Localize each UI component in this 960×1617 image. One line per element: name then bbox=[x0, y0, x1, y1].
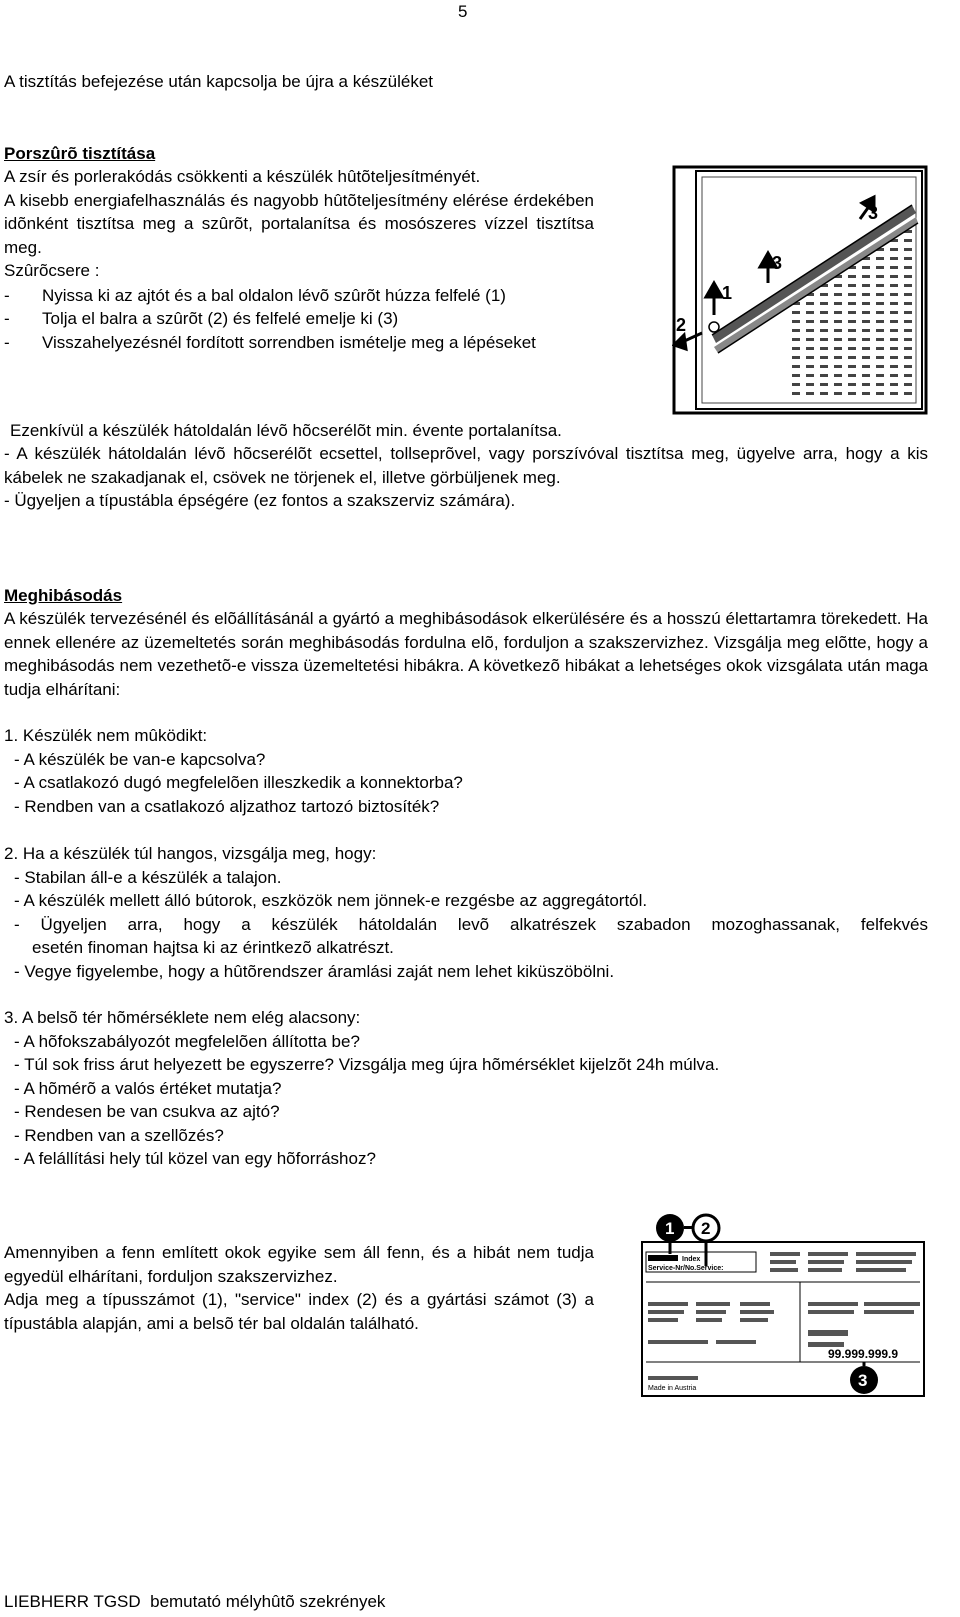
condenser-note: Ezenkívül a készülék hátoldalán lévõ hõcserélõt min. évente portalanítsa. bbox=[10, 421, 562, 440]
vent-slot bbox=[890, 293, 898, 296]
vent-slot bbox=[904, 320, 912, 323]
vent-slot bbox=[890, 392, 898, 395]
vent-slot bbox=[904, 266, 912, 269]
vent-slot bbox=[862, 293, 870, 296]
vent-slot bbox=[792, 356, 800, 359]
vent-slot bbox=[862, 320, 870, 323]
vent-slot bbox=[848, 284, 856, 287]
vent-slot bbox=[890, 284, 898, 287]
vent-slot bbox=[848, 374, 856, 377]
plate-badge-1: 1 bbox=[665, 1219, 675, 1238]
vent-slot bbox=[904, 383, 912, 386]
vent-slot bbox=[806, 374, 814, 377]
plate-badge-3: 3 bbox=[858, 1371, 868, 1390]
vent-slot bbox=[890, 302, 898, 305]
fault-group-3-item-3: - A hõmérõ a valós értéket mutatja? bbox=[14, 1078, 282, 1098]
vent-slot bbox=[890, 356, 898, 359]
fault-group-2-item-3: - Ügyeljen arra, hogy a készülék hátoldalán levõ alkatrészek szabadon mozoghassanak, felfekvés bbox=[14, 914, 928, 934]
vent-slot bbox=[820, 302, 828, 305]
vent-slot bbox=[834, 284, 842, 287]
cleaning-extra bbox=[4, 442, 928, 513]
vent-slot bbox=[876, 356, 884, 359]
vent-slot bbox=[820, 329, 828, 332]
vent-slot bbox=[904, 302, 912, 305]
vent-slot bbox=[904, 374, 912, 377]
vent-slot bbox=[792, 311, 800, 314]
vent-slot bbox=[904, 284, 912, 287]
vent-slot bbox=[862, 392, 870, 395]
vent-slot bbox=[834, 365, 842, 368]
vent-slot bbox=[876, 383, 884, 386]
vent-slot bbox=[792, 320, 800, 323]
vent-slot bbox=[806, 329, 814, 332]
page-number: 5 bbox=[458, 2, 468, 21]
vent-slot bbox=[806, 311, 814, 314]
plate-badge-2: 2 bbox=[701, 1219, 711, 1238]
fault-group-3-item-6: - A felállítási hely túl közel van egy hõforráshoz? bbox=[14, 1149, 376, 1168]
vent-slot bbox=[862, 284, 870, 287]
vent-slot bbox=[848, 302, 856, 305]
vent-slot bbox=[876, 266, 884, 269]
vent-slot bbox=[806, 383, 814, 386]
dust-filter-heading: Porszûrõ tisztítása bbox=[4, 144, 156, 163]
type-plate-diagram bbox=[640, 1212, 928, 1400]
fault-group-2-item-1: - Stabilan áll-e a készülék a talajon. bbox=[14, 867, 282, 887]
fault-group-1-item-3: - Rendben van a csatlakozó aljzathoz tartozó biztosíték? bbox=[14, 796, 440, 816]
fault-heading: Meghibásodás bbox=[4, 586, 123, 605]
dust-filter-intro-1: A zsír és porlerakódás csökkenti a készülék hûtõteljesítményét. bbox=[4, 167, 481, 186]
vent-slot bbox=[848, 392, 856, 395]
vent-slot bbox=[890, 347, 898, 350]
filter-step-3-text: Visszahelyezésnél fordított sorrendben ismételje meg a lépéseket bbox=[42, 332, 536, 352]
vent-slot bbox=[806, 302, 814, 305]
service-text-2: Adja meg a típusszámot (1), "service" index (2) és a gyártási számot (3) a típustábla alapján, ami a belsõ tér bal oldalán található. bbox=[4, 1290, 594, 1333]
vent-slot bbox=[862, 311, 870, 314]
page-footer: LIEBHERR TGSD bemutató mélyhûtõ szekrények bbox=[4, 1592, 386, 1611]
vent-slot bbox=[820, 293, 828, 296]
fault-group-2 bbox=[4, 842, 928, 983]
vent-slot bbox=[904, 239, 912, 242]
vent-slot bbox=[834, 329, 842, 332]
vent-slot bbox=[890, 383, 898, 386]
vent-slot bbox=[876, 374, 884, 377]
fault-group-3-item-2: - Túl sok friss árut helyezett be egyszerre? Vizsgálja meg újra hõmérséklet kijelzõt 24h múlva. bbox=[14, 1055, 720, 1074]
vent-slot bbox=[834, 383, 842, 386]
vent-slot bbox=[876, 302, 884, 305]
vent-slot bbox=[904, 347, 912, 350]
vent-slot bbox=[806, 392, 814, 395]
vent-slot bbox=[848, 338, 856, 341]
vent-slot bbox=[862, 374, 870, 377]
fault-group-3-title: 3. A belsõ tér hõmérséklete nem elég alacsony: bbox=[4, 1008, 361, 1027]
vent-slot bbox=[862, 383, 870, 386]
vent-slot bbox=[904, 356, 912, 359]
fault-group-3-item-5: - Rendben van a szellõzés? bbox=[14, 1125, 224, 1145]
vent-slot bbox=[904, 311, 912, 314]
dust-filter-intro-2: A kisebb energiafelhasználás és nagyobb hûtõteljesítmény elérése érdekében idõnként tisztítsa meg a szûrõt, portalanítsa és mosószeres vízzel tisztítsa meg. bbox=[4, 190, 594, 257]
fault-group-2-item-2: - A készülék mellett álló bútorok, eszközök nem jönnek-e rezgésbe az aggregátortól. bbox=[14, 891, 648, 910]
vent-slot bbox=[792, 365, 800, 368]
vent-slot bbox=[904, 392, 912, 395]
filter-step-2: - Tolja el balra a szûrõt (2) és felfelé emelje ki (3) bbox=[4, 307, 594, 331]
vent-slot bbox=[834, 311, 842, 314]
vent-slot bbox=[792, 338, 800, 341]
vent-slot bbox=[876, 293, 884, 296]
fault-group-1-item-1: - A készülék be van-e kapcsolva? bbox=[14, 749, 266, 769]
vent-slot bbox=[834, 392, 842, 395]
vent-slot bbox=[848, 347, 856, 350]
plate-serial: 99.999.999.9 bbox=[828, 1347, 899, 1361]
vent-slot bbox=[890, 320, 898, 323]
vent-slot bbox=[792, 347, 800, 350]
vent-slot bbox=[904, 338, 912, 341]
vent-slot bbox=[862, 275, 870, 278]
vent-slot bbox=[848, 365, 856, 368]
filter-label-3a: 3 bbox=[772, 253, 783, 273]
plate-footer: Made in Austria bbox=[648, 1385, 697, 1392]
vent-slot bbox=[862, 356, 870, 359]
filter-step-1: - Nyissa ki az ajtót és a bal oldalon lévõ szûrõt húzza felfelé (1) bbox=[4, 284, 594, 308]
fault-group-1-title: 1. Készülék nem mûködikt: bbox=[4, 726, 208, 745]
vent-slot bbox=[834, 347, 842, 350]
vent-slot bbox=[904, 329, 912, 332]
fault-group-1-item-2: - A csatlakozó dugó megfelelõen illeszkedik a konnektorba? bbox=[14, 773, 463, 792]
vent-slot bbox=[862, 338, 870, 341]
vent-slot bbox=[820, 365, 828, 368]
vent-slot bbox=[820, 356, 828, 359]
vent-slot bbox=[848, 383, 856, 386]
vent-slot bbox=[890, 275, 898, 278]
filter-label-2: 2 bbox=[676, 315, 687, 335]
filter-illustration bbox=[672, 165, 928, 415]
vent-slot bbox=[876, 329, 884, 332]
vent-slot bbox=[862, 266, 870, 269]
filter-step-2-text: Tolja el balra a szûrõt (2) és felfelé emelje ki (3) bbox=[42, 309, 399, 328]
vent-slot bbox=[848, 293, 856, 296]
vent-slot bbox=[904, 257, 912, 260]
vent-slot bbox=[848, 311, 856, 314]
vent-slot bbox=[792, 392, 800, 395]
filter-label-1: 1 bbox=[722, 283, 733, 303]
fault-group-1 bbox=[4, 724, 928, 818]
filter-step-3: - Visszahelyezésnél fordított sorrendben ismételje meg a lépéseket bbox=[4, 331, 594, 355]
fault-intro: A készülék tervezésénél és elõállításánál a gyártó a meghibásodások elkerülésére és a hosszú élettartamra törekedett. Ha ennek ellenére az üzemeltetés során meghibásodás fordulna elõ, forduljon a szakszervizhez. Vizsgálja meg elõtte, hogy a meghibásodás nem vezethetõ-e vissza üzemeltetési hibákra. A következõ hibákat a lehetséges okok vizsgálata után maga tudja elhárítani: bbox=[4, 609, 928, 699]
vent-slot bbox=[792, 374, 800, 377]
filter-label-3b: 3 bbox=[868, 203, 879, 223]
vent-slot bbox=[820, 347, 828, 350]
vent-slot bbox=[862, 347, 870, 350]
vent-slot bbox=[890, 365, 898, 368]
vent-slot bbox=[820, 374, 828, 377]
vent-slot bbox=[806, 365, 814, 368]
vent-slot bbox=[876, 320, 884, 323]
vent-slot bbox=[876, 338, 884, 341]
vent-slot bbox=[876, 257, 884, 260]
dust-filter-text bbox=[4, 165, 594, 354]
vent-slot bbox=[876, 347, 884, 350]
cleaning-extra-1: - A készülék hátoldalán lévõ hõcserélõt ecsettel, tollseprõvel, vagy porszívóval tisztítsa meg, ügyelve arra, hogy a kis kábelek ne szakadjanak el, csövek ne törjenek el, illetve görbüljenek meg. bbox=[4, 444, 928, 487]
fault-group-2-item-3-cont: esetén finoman hajtsa ki az érintkezõ alkatrészt. bbox=[32, 938, 394, 957]
fault-group-2-item-4: - Vegye figyelembe, hogy a hûtõrendszer áramlási zaját nem lehet kiküszöbölni. bbox=[14, 961, 615, 981]
vent-slot bbox=[890, 257, 898, 260]
vent-slot bbox=[834, 302, 842, 305]
vent-slot bbox=[876, 311, 884, 314]
vent-slot bbox=[904, 275, 912, 278]
vent-slot bbox=[848, 320, 856, 323]
type-plate-illustration bbox=[640, 1212, 928, 1400]
vent-slot bbox=[862, 302, 870, 305]
vent-slot bbox=[904, 293, 912, 296]
fault-group-3 bbox=[4, 1006, 928, 1171]
cleaning-extra-2: - Ügyeljen a típustábla épségére (ez fontos a szakszerviz számára). bbox=[4, 491, 516, 510]
vent-slot bbox=[890, 374, 898, 377]
vent-slot bbox=[806, 347, 814, 350]
filter-step-1-text: Nyissa ki az ajtót és a bal oldalon lévõ szûrõt húzza felfelé (1) bbox=[42, 285, 506, 305]
vent-slot bbox=[820, 392, 828, 395]
vent-slot bbox=[890, 311, 898, 314]
service-text bbox=[4, 1241, 594, 1335]
filter-diagram bbox=[672, 165, 928, 415]
vent-slot bbox=[862, 365, 870, 368]
vent-slot bbox=[806, 338, 814, 341]
vent-slot bbox=[876, 365, 884, 368]
vent-slot bbox=[806, 356, 814, 359]
fault-group-3-item-1: - A hõfokszabályozót megfelelõen állította be? bbox=[14, 1031, 360, 1051]
vent-slot bbox=[834, 320, 842, 323]
vent-slot bbox=[890, 338, 898, 341]
vent-slot bbox=[820, 383, 828, 386]
vent-slot bbox=[876, 392, 884, 395]
vent-slot bbox=[792, 329, 800, 332]
vent-slot bbox=[890, 266, 898, 269]
vent-slot bbox=[834, 356, 842, 359]
vent-slot bbox=[848, 356, 856, 359]
vent-slot bbox=[820, 338, 828, 341]
restart-note: A tisztítás befejezése után kapcsolja be újra a készüléket bbox=[4, 72, 434, 91]
vent-slot bbox=[876, 275, 884, 278]
vent-slot bbox=[904, 365, 912, 368]
vent-slot bbox=[890, 329, 898, 332]
service-text-1: Amennyiben a fenn említett okok egyike sem áll fenn, és a hibát nem tudja egyedül elhárítani, forduljon szakszervizhez. bbox=[4, 1243, 594, 1286]
plate-index-label: Index bbox=[682, 1256, 701, 1263]
vent-slot bbox=[848, 275, 856, 278]
vent-slot bbox=[848, 329, 856, 332]
vent-slot bbox=[834, 374, 842, 377]
vent-slot bbox=[876, 284, 884, 287]
fault-group-3-item-4: - Rendesen be van csukva az ajtó? bbox=[14, 1102, 280, 1121]
vent-slot bbox=[834, 338, 842, 341]
vent-slot bbox=[820, 320, 828, 323]
vent-slot bbox=[890, 248, 898, 251]
vent-slot bbox=[806, 320, 814, 323]
vent-slot bbox=[904, 248, 912, 251]
vent-slot bbox=[862, 329, 870, 332]
fault-group-2-title: 2. Ha a készülék túl hangos, vizsgálja meg, hogy: bbox=[4, 844, 377, 863]
vent-slot bbox=[820, 311, 828, 314]
plate-service-label: Service-Nr/No.Service: bbox=[648, 1265, 724, 1272]
vent-slot bbox=[834, 293, 842, 296]
vent-slot bbox=[792, 383, 800, 386]
filter-replace-label: Szûrõcsere : bbox=[4, 261, 100, 280]
